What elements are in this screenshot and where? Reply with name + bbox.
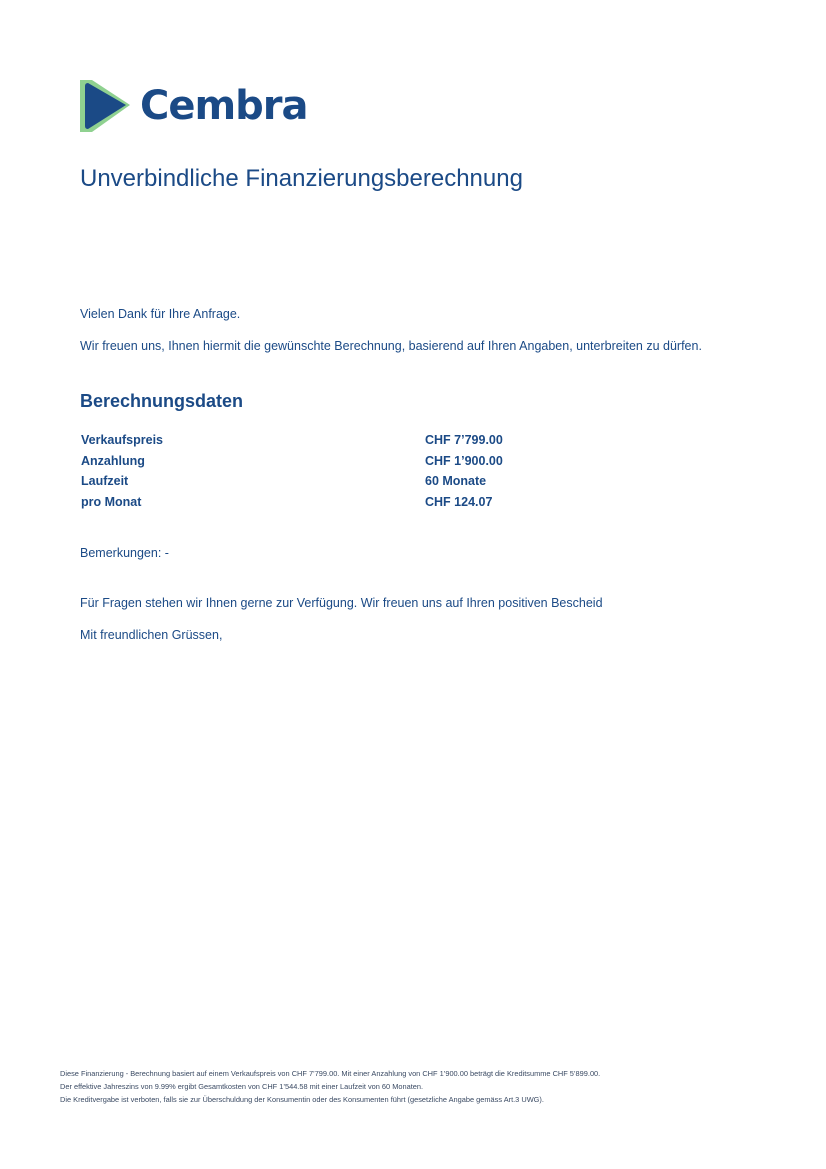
section-heading: Berechnungsdaten: [80, 391, 244, 411]
row-value: 60 Monate: [425, 474, 487, 489]
calculation-table: [80, 430, 503, 512]
greeting-text: Mit freundlichen Grüssen,: [80, 628, 223, 642]
thanks-text: Vielen Dank für Ihre Anfrage.: [80, 307, 241, 321]
row-label: Anzahlung: [81, 453, 145, 468]
row-value: CHF 124.07: [425, 494, 493, 509]
row-label: Laufzeit: [81, 474, 129, 489]
table-row: [80, 492, 503, 513]
remarks-text: Bemerkungen: -: [80, 546, 169, 560]
cembra-logo: [80, 78, 308, 134]
footer-line: Diese Finanzierung - Berechnung basiert auf einem Verkaufspreis von CHF 7’799.00. Mit einer Anzahlung von CHF 1’900.00 beträgt die Kreditsumme CHF 5’899.00.: [60, 1069, 601, 1078]
row-value: CHF 1’900.00: [425, 453, 503, 468]
footer-line: Die Kreditvergabe ist verboten, falls sie zur Überschuldung der Konsumentin oder des Konsumenten führt (gesetzliche Angabe gemäss Art.3 UWG).: [60, 1095, 544, 1104]
footer-line: Der effektive Jahreszins von 9.99% ergibt Gesamtkosten von CHF 1’544.58 mit einer Laufzeit von 60 Monaten.: [60, 1082, 424, 1091]
questions-text: Für Fragen stehen wir Ihnen gerne zur Verfügung. Wir freuen uns auf Ihren positiven Bescheid: [80, 596, 603, 610]
document-title: Unverbindliche Finanzierungsberechnung: [80, 165, 523, 192]
row-label: pro Monat: [81, 494, 142, 509]
table-row: [80, 451, 503, 472]
intro-text: Wir freuen uns, Ihnen hiermit die gewünschte Berechnung, basierend auf Ihren Angaben, unterbreiten zu dürfen.: [80, 339, 702, 353]
cembra-logo-mark-icon: [80, 78, 130, 134]
row-label: Verkaufspreis: [81, 433, 163, 448]
table-row: [80, 430, 503, 451]
table-row: [80, 471, 503, 492]
footer-disclaimer: [60, 1067, 600, 1106]
brand-name: Cembra: [140, 83, 308, 129]
row-value: CHF 7’799.00: [425, 433, 503, 448]
